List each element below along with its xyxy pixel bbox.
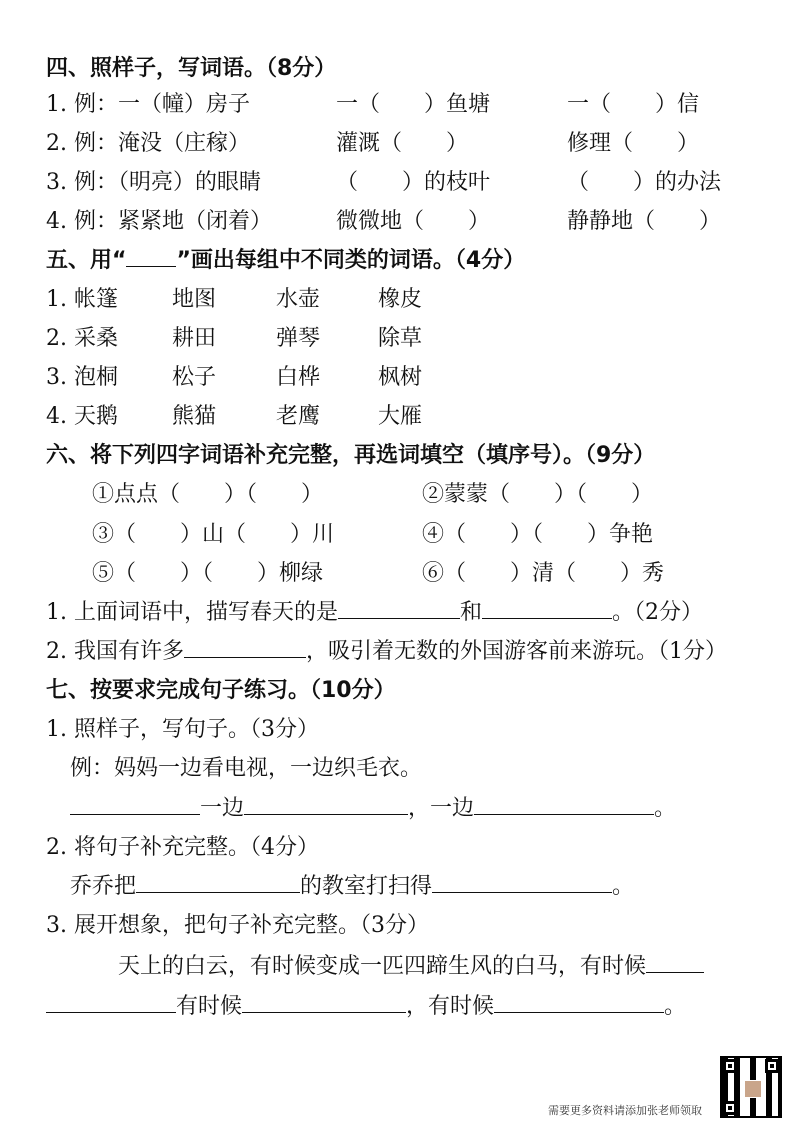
s4-row1-example: 1. 例：一（幢）房子 xyxy=(46,92,250,117)
s5-title-post: ”画出每组中不同类的词语。（4分） xyxy=(176,248,526,273)
s7-l1-yibian: 一边 xyxy=(200,796,245,821)
section-5-title xyxy=(46,246,525,276)
s4-row2-example: 2. 例：淹没（庄稼） xyxy=(46,131,250,156)
s7-sentence-2 xyxy=(70,872,634,902)
s5-row1-w3: 水壶 xyxy=(276,287,321,312)
s5-row2-w3: 弹琴 xyxy=(276,326,321,351)
s7-question-3: 3. 展开想象，把句子补充完整。（3分） xyxy=(46,913,429,938)
s5-row4-w2: 熊猫 xyxy=(172,404,217,429)
s6-idiom-3: ③（ ）山（ ）川 xyxy=(92,522,335,547)
s6-question-2 xyxy=(46,637,727,667)
s6-q1-and: 和 xyxy=(459,600,482,625)
qr-finder-tl xyxy=(723,1059,737,1073)
s7-l1-yibian-2: ，一边 xyxy=(408,796,475,821)
qr-finder-bl xyxy=(723,1101,737,1115)
s4-row1-item-c: 一（ ）信 xyxy=(567,92,700,117)
s4-row3-item-b: （ ）的枝叶 xyxy=(336,170,491,195)
section-7-title: 七、按要求完成句子练习。（10分） xyxy=(46,678,396,703)
s6-q1-blank-2[interactable] xyxy=(482,598,612,619)
s7-l1-blank-3[interactable] xyxy=(474,794,654,815)
s7-l1-end: 。 xyxy=(654,796,677,821)
s5-row1-w1: 1. 帐篷 xyxy=(46,287,118,312)
s6-q2-rest: ，吸引着无数的外国游客前来游玩。（1分） xyxy=(305,639,727,664)
s7-question-2: 2. 将句子补充完整。（4分） xyxy=(46,835,319,860)
s7-example: 例：妈妈一边看电视，一边织毛衣。 xyxy=(70,756,423,781)
s5-row4-w4: 大雁 xyxy=(378,404,423,429)
s4-row4-item-b: 微微地（ ） xyxy=(336,209,491,234)
footer-note: 需要更多资料请添加张老师领取 xyxy=(548,1104,702,1117)
s6-idiom-4: ④（ ）（ ）争艳 xyxy=(422,522,654,547)
s4-row4-example: 4. 例：紧紧地（闭着） xyxy=(46,209,272,234)
s6-idiom-6: ⑥（ ）清（ ）秀 xyxy=(422,561,665,586)
s7-l4-blank-1[interactable] xyxy=(46,992,176,1013)
s7-sentence-1 xyxy=(70,794,676,824)
s5-row1-w4: 橡皮 xyxy=(378,287,423,312)
s7-l1-blank-2[interactable] xyxy=(244,794,408,815)
s5-row2-w1: 2. 采桑 xyxy=(46,326,118,351)
s5-row4-w1: 4. 天鹅 xyxy=(46,404,118,429)
s7-l1-blank-1[interactable] xyxy=(70,794,200,815)
s7-l3-blank[interactable] xyxy=(646,952,704,973)
s7-l2-blank-1[interactable] xyxy=(136,872,300,893)
s5-row3-w4: 枫树 xyxy=(378,365,423,390)
s6-q2-blank[interactable] xyxy=(184,637,306,658)
s7-l2-blank-2[interactable] xyxy=(432,872,612,893)
s5-row2-w4: 除草 xyxy=(378,326,423,351)
s4-row1-item-b: 一（ ）鱼塘 xyxy=(336,92,491,117)
s4-row4-item-c: 静静地（ ） xyxy=(567,209,722,234)
qr-avatar xyxy=(744,1080,762,1098)
section-4-title: 四、照样子，写词语。（8分） xyxy=(46,56,337,81)
s4-row2-item-c: 修理（ ） xyxy=(567,131,700,156)
s5-row1-w2: 地图 xyxy=(172,287,217,312)
s5-row4-w3: 老鹰 xyxy=(276,404,321,429)
s7-l4-blank-3[interactable] xyxy=(494,992,664,1013)
s6-q1-blank-1[interactable] xyxy=(338,598,460,619)
s5-row3-w1: 3. 泡桐 xyxy=(46,365,118,390)
s4-row2-item-b: 灌溉（ ） xyxy=(336,131,469,156)
s7-l2-start: 乔乔把 xyxy=(70,874,137,899)
s7-l4-end: 。 xyxy=(664,994,687,1019)
underline-sample xyxy=(126,246,176,267)
s7-l4-youshihou-2: ，有时候 xyxy=(406,994,495,1019)
section-6-title: 六、将下列四字词语补充完整，再选词填空（填序号）。（9分） xyxy=(46,443,656,468)
s5-row2-w2: 耕田 xyxy=(172,326,217,351)
s4-row3-example: 3. 例：（明亮）的眼睛 xyxy=(46,170,261,195)
s7-l3-text: 天上的白云，有时候变成一匹四蹄生风的白马，有时候 xyxy=(118,954,647,979)
s7-question-1: 1. 照样子，写句子。（3分） xyxy=(46,717,319,742)
s7-l4-youshihou: 有时候 xyxy=(176,994,243,1019)
s6-q1-text: 1. 上面词语中，描写春天的是 xyxy=(46,600,338,625)
s5-title-pre: 五、用“ xyxy=(46,248,127,273)
s4-row3-item-c: （ ）的办法 xyxy=(567,170,722,195)
s7-l2-mid: 的教室打扫得 xyxy=(300,874,433,899)
s6-idiom-1: ①点点（ ）（ ） xyxy=(92,482,324,507)
s7-l4-blank-2[interactable] xyxy=(242,992,406,1013)
s6-idiom-2: ②蒙蒙（ ）（ ） xyxy=(422,482,654,507)
s5-row3-w3: 白桦 xyxy=(276,365,321,390)
s7-sentence-3 xyxy=(118,952,704,982)
qr-finder-tr xyxy=(765,1059,779,1073)
s6-q1-score: 。（2分） xyxy=(612,600,703,625)
s6-q2-text: 2. 我国有许多 xyxy=(46,639,184,664)
qr-code-icon xyxy=(720,1056,782,1118)
s5-row3-w2: 松子 xyxy=(172,365,217,390)
s7-sentence-4 xyxy=(46,992,686,1022)
s6-question-1 xyxy=(46,598,703,628)
s7-l2-end: 。 xyxy=(612,874,635,899)
s6-idiom-5: ⑤（ ）（ ）柳绿 xyxy=(92,561,324,586)
